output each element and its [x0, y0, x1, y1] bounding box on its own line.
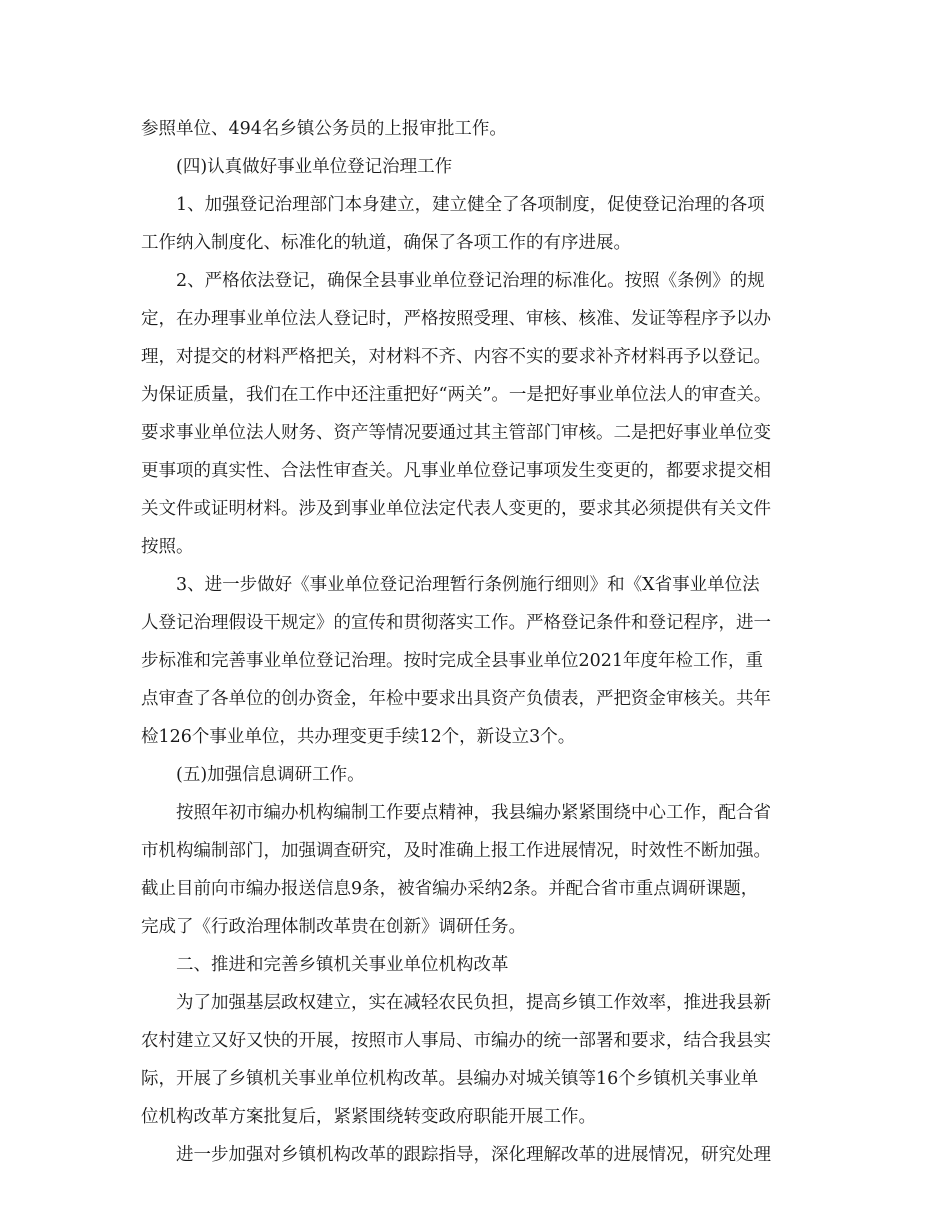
text-line: 参照单位、494名乡镇公务员的上报审批工作。 [141, 119, 507, 139]
text-line: 定，在办理事业单位法人登记时，严格按照受理、审核、核准、发证等程序予以办 [141, 309, 771, 329]
text-line: 际，开展了乡镇机关事业单位机构改革。县编办对城关镇等16个乡镇机关事业单 [141, 1069, 759, 1089]
text-line: 位机构改革方案批复后，紧紧围绕转变政府职能开展工作。 [141, 1107, 596, 1127]
section-heading: (五)加强信息调研工作。 [176, 765, 365, 785]
text-line: 更事项的真实性、合法性审查关。凡事业单位登记事项发生变更的，都要求提交相 [141, 461, 771, 481]
text-line: 市机构编制部门，加强调查研究，及时准确上报工作进展情况，时效性不断加强。 [141, 841, 771, 861]
text-line: 人登记治理假设干规定》的宣传和贯彻落实工作。严格登记条件和登记程序，进一 [141, 613, 771, 633]
paragraph-start: 3、进一步做好《事业单位登记治理暂行条例施行细则》和《X省事业单位法 [176, 575, 760, 595]
text-line: 检126个事业单位，共办理变更手续12个，新设立3个。 [141, 727, 576, 747]
text-line: 理，对提交的材料严格把关，对材料不齐、内容不实的要求补齐材料再予以登记。 [141, 347, 771, 367]
text-line: 按照。 [141, 537, 194, 557]
text-line: 点审查了各单位的创办资金，年检中要求出具资产负债表，严把资金审核关。共年 [141, 689, 771, 709]
paragraph-start: 进一步加强对乡镇机构改革的跟踪指导，深化理解改革的进展情况，研究处理 [176, 1145, 771, 1165]
paragraph-start: 1、加强登记治理部门本身建立，建立健全了各项制度，促使登记治理的各项 [176, 195, 765, 215]
document-body [141, 110, 821, 1174]
text-line: 工作纳入制度化、标准化的轨道，确保了各项工作的有序进展。 [141, 233, 631, 253]
text-line: 农村建立又好又快的开展，按照市人事局、市编办的统一部署和要求，结合我县实 [141, 1031, 771, 1051]
text-line: 为保证质量，我们在工作中还注重把好“两关”。一是把好事业单位法人的审查关。 [141, 385, 772, 405]
text-line: 关文件或证明材料。涉及到事业单位法定代表人变更的，要求其必须提供有关文件 [141, 499, 771, 519]
text-line: 步标准和完善事业单位登记治理。按时完成全县事业单位2021年度年检工作，重 [141, 651, 764, 671]
text-line: 完成了《行政治理体制改革贵在创新》调研任务。 [141, 917, 526, 937]
text-line: 截止目前向市编办报送信息9条，被省编办采纳2条。并配合省市重点调研课题， [141, 879, 759, 899]
paragraph-start: 2、严格依法登记，确保全县事业单位登记治理的标准化。按照《条例》的规 [176, 271, 765, 291]
text-line: 要求事业单位法人财务、资产等情况要通过其主管部门审核。二是把好事业单位变 [141, 423, 771, 443]
paragraph-start: 按照年初市编办机构编制工作要点精神，我县编办紧紧围绕中心工作，配合省 [176, 803, 771, 823]
paragraph-start: 为了加强基层政权建立，实在减轻农民负担，提高乡镇工作效率，推进我县新 [176, 993, 771, 1013]
section-heading: 二、推进和完善乡镇机关事业单位机构改革 [176, 955, 509, 975]
section-heading: (四)认真做好事业单位登记治理工作 [176, 157, 453, 177]
